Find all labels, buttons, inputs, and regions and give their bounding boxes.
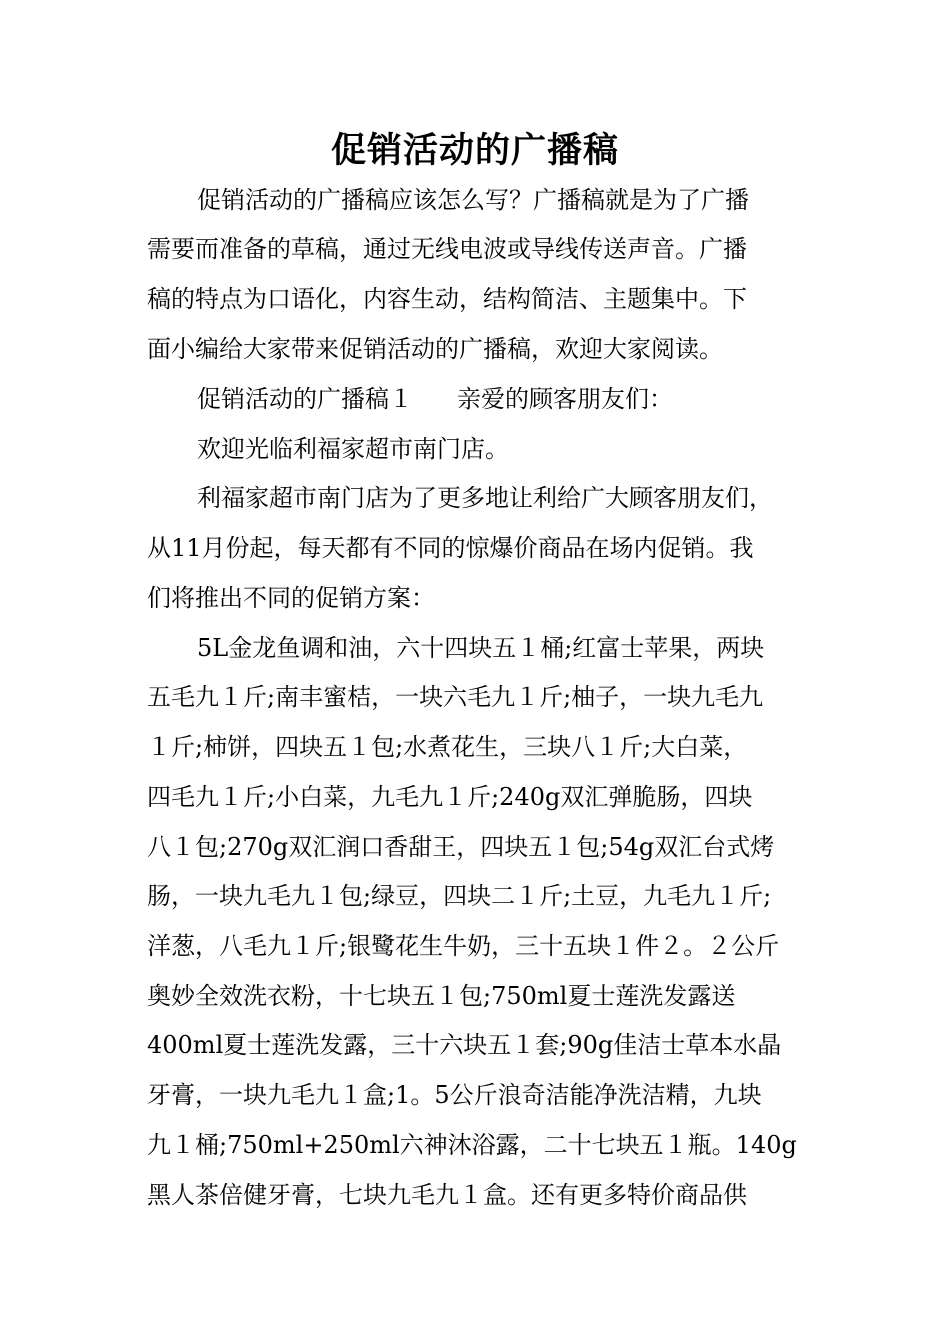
paragraph-line: 洋葱，八毛九１斤;银鹭花生牛奶，三十五块１件２。２公斤 [147, 932, 780, 960]
paragraph-line: 牙膏，一块九毛九１盒;1。5公斤浪奇洁能净洗洁精，九块 [147, 1081, 762, 1109]
paragraph-line: 促销活动的广播稿应该怎么写？广播稿就是为了广播 [197, 186, 749, 214]
paragraph-line: 稿的特点为口语化，内容生动，结构简洁、主题集中。下 [147, 285, 747, 313]
document-title: 促销活动的广播稿 [330, 130, 619, 171]
paragraph-line: 们将推出不同的促销方案： [147, 584, 435, 612]
greeting: 亲爱的顾客朋友们： [457, 385, 673, 413]
paragraph-line: 400ml夏士莲洗发露，三十六块五１套;90g佳洁士草本水晶 [147, 1031, 782, 1059]
section-heading-line [197, 379, 673, 419]
paragraph-line: 肠，一块九毛九１包;绿豆，四块二１斤;土豆，九毛九１斤; [147, 882, 772, 910]
paragraph-line: 五毛九１斤;南丰蜜桔，一块六毛九１斤;柚子，一块九毛九 [147, 683, 764, 711]
paragraph-line: 从11月份起，每天都有不同的惊爆价商品在场内促销。我 [147, 534, 754, 562]
paragraph-line: 欢迎光临利福家超市南门店。 [197, 435, 509, 463]
paragraph-line: 九１桶;750ml+250ml六神沐浴露，二十七块五１瓶。140g [147, 1131, 797, 1159]
paragraph-line: 八１包;270g双汇润口香甜王，四块五１包;54g双汇台式烤 [147, 833, 775, 861]
paragraph-line: 需要而准备的草稿，通过无线电波或导线传送声音。广播 [147, 235, 747, 263]
paragraph-line: 黑人茶倍健牙膏，七块九毛九１盒。还有更多特价商品供 [147, 1181, 747, 1209]
paragraph-line: 四毛九１斤;小白菜，九毛九１斤;240g双汇弹脆肠，四块 [147, 783, 753, 811]
paragraph-line: １斤;柿饼，四块五１包;水煮花生，三块八１斤;大白菜， [147, 733, 748, 761]
paragraph-line: 面小编给大家带来促销活动的广播稿，欢迎大家阅读。 [147, 335, 723, 363]
paragraph-line: 利福家超市南门店为了更多地让利给广大顾客朋友们， [197, 484, 773, 512]
paragraph-line: 奥妙全效洗衣粉，十七块五１包;750ml夏士莲洗发露送 [147, 982, 736, 1010]
paragraph-line: 5L金龙鱼调和油，六十四块五１桶;红富士苹果，两块 [197, 634, 765, 662]
section-heading: 促销活动的广播稿１ [197, 385, 413, 413]
